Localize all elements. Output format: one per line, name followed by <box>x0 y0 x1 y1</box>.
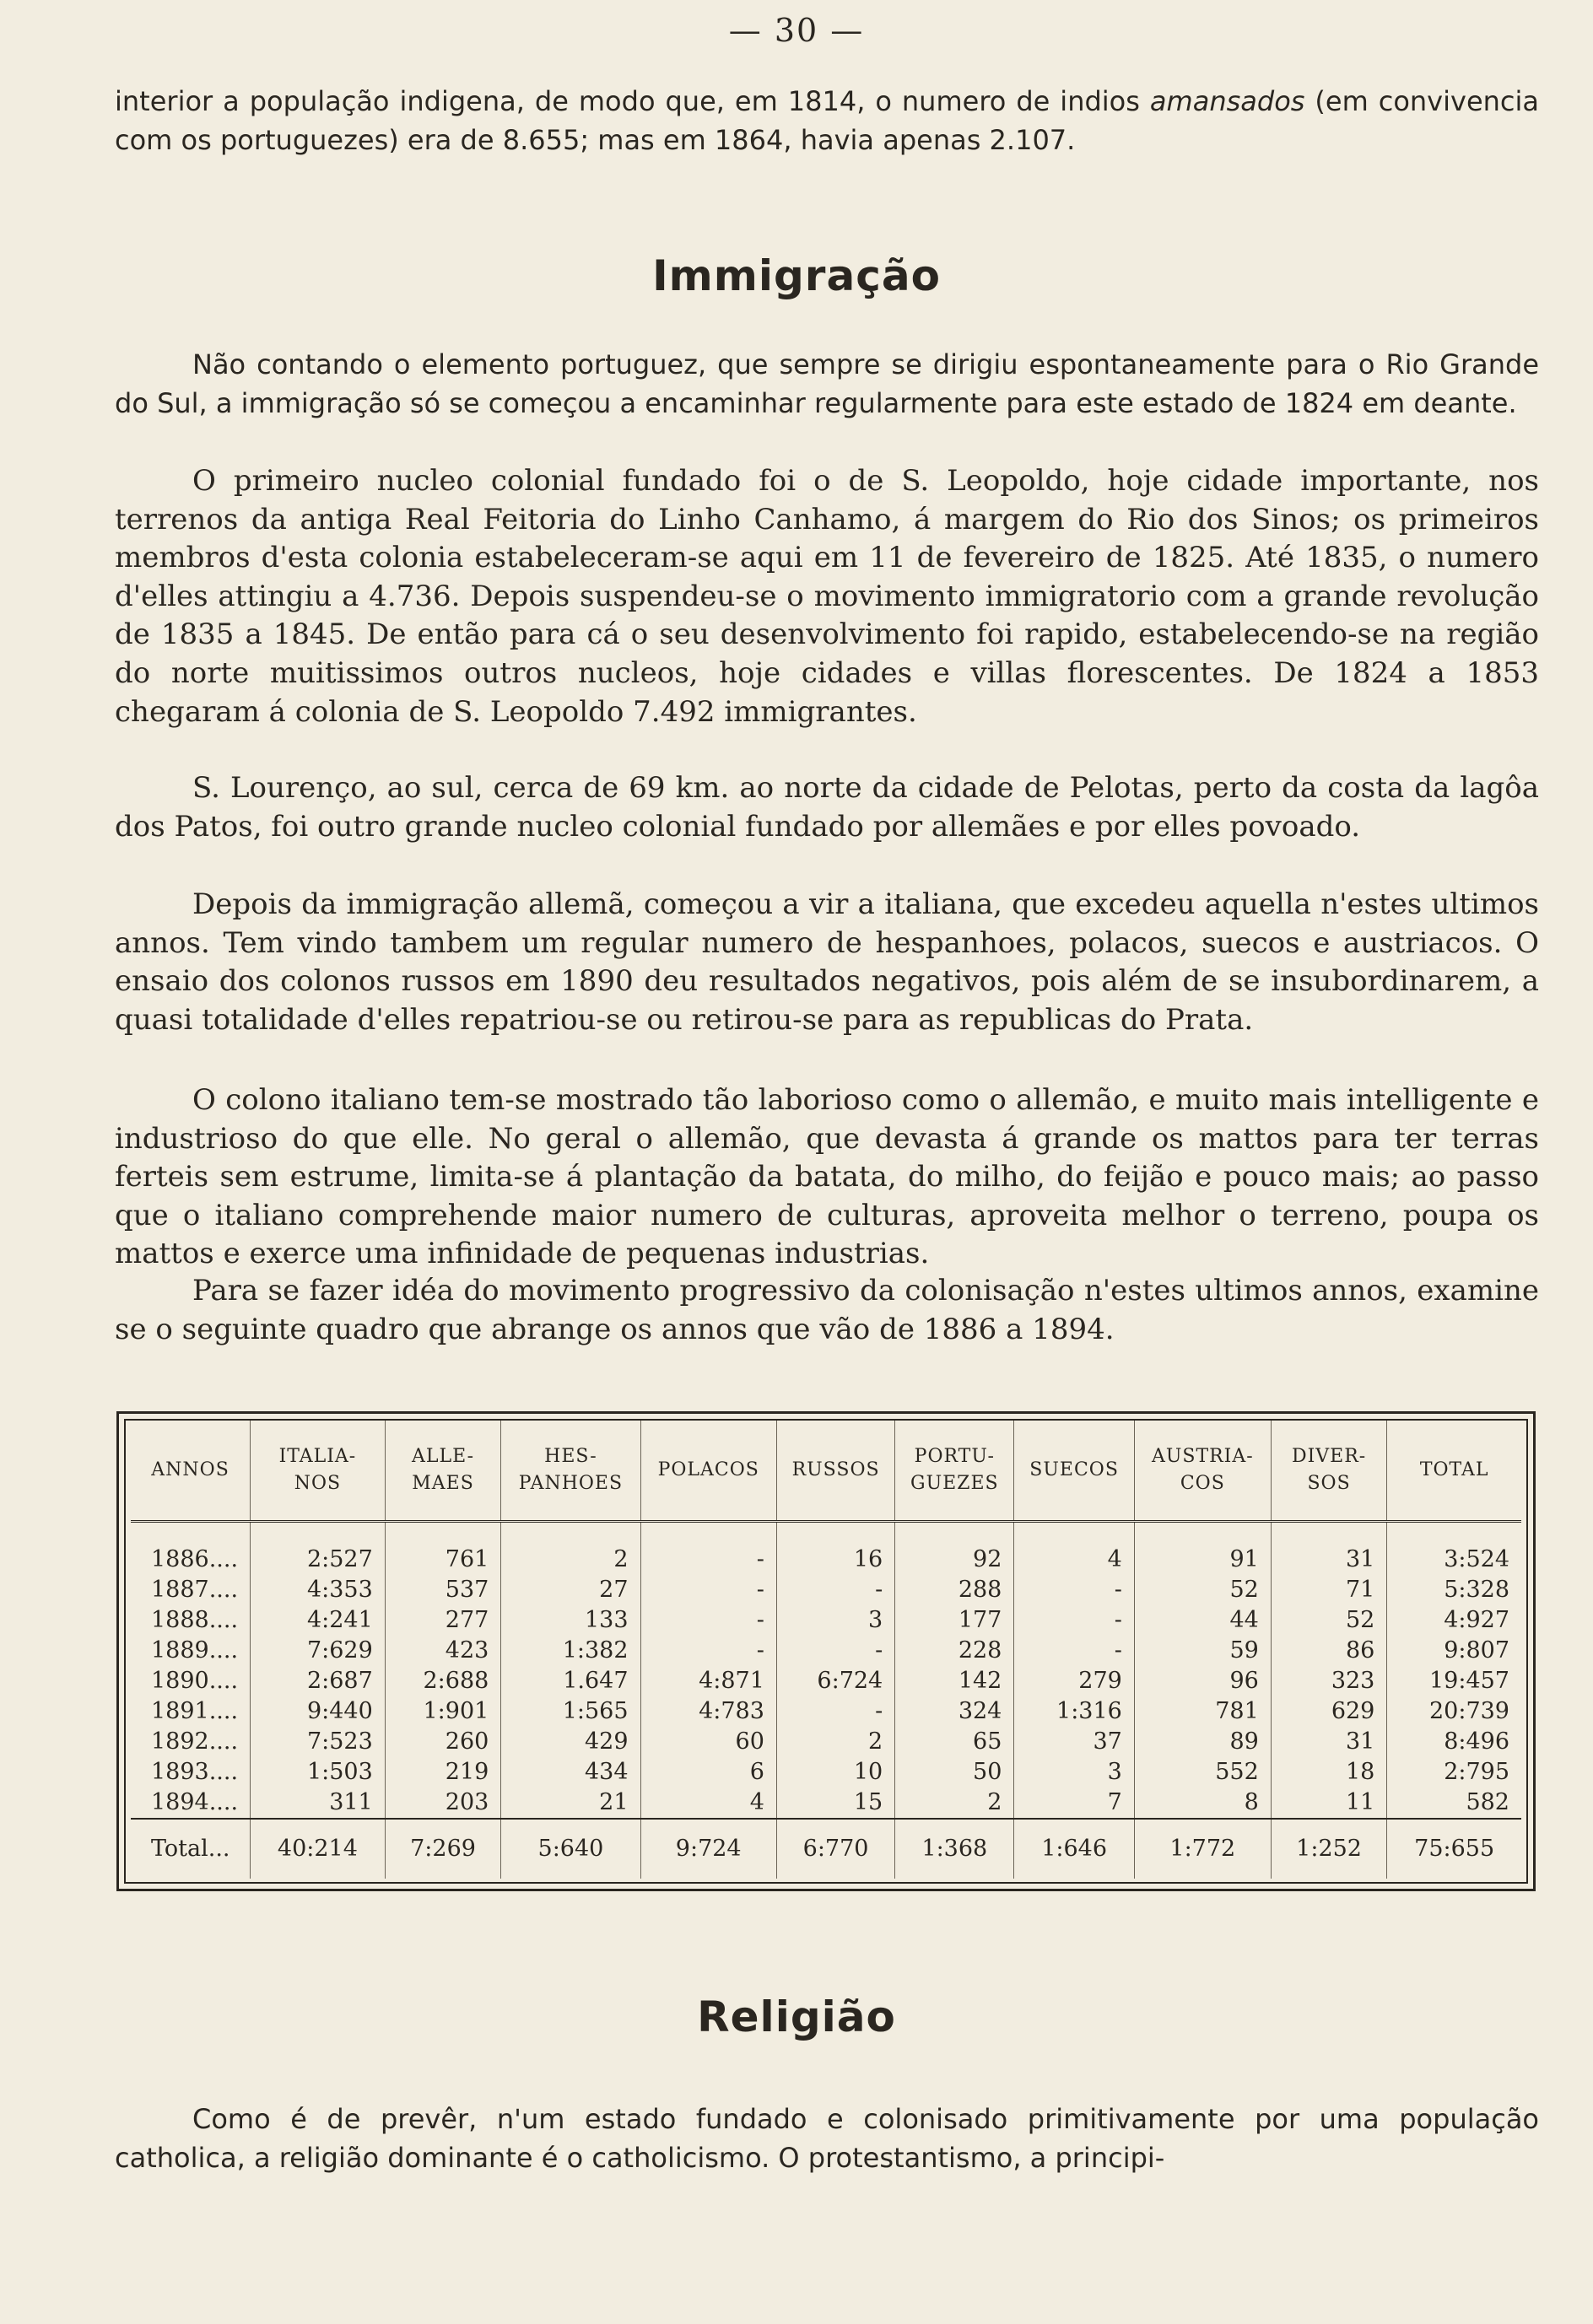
religion-paragraph: Como é de prevêr, n'um estado fundado e colonisado primitivamente por uma população catholica, a religião dominante é o catholicismo. O protestantismo, a principi- <box>115 2103 1539 2174</box>
total-label: Total... <box>131 1819 251 1879</box>
table-cell: 44 <box>1134 1605 1271 1636</box>
table-cell: 3:524 <box>1444 1546 1509 1572</box>
header-portuguezes: PORTU- GUEZES <box>895 1421 1014 1522</box>
table-cell: 288 <box>895 1575 1014 1605</box>
table-cell: 37 <box>1014 1727 1134 1757</box>
table-cell: 2 <box>501 1522 640 1576</box>
table-cell: 4:927 <box>1444 1607 1509 1633</box>
header-austriacos: AUSTRIA- COS <box>1134 1421 1271 1522</box>
table-cell: 2 <box>895 1787 1014 1819</box>
header-annos: ANNOS <box>131 1421 251 1522</box>
table-total-row <box>131 1819 1521 1879</box>
table-cell: 9:807 <box>1444 1637 1509 1663</box>
table-cell: 279 <box>1014 1666 1134 1696</box>
table-cell: 277 <box>385 1605 501 1636</box>
table-cell: 324 <box>895 1696 1014 1727</box>
table-cell: 3 <box>1014 1757 1134 1787</box>
table-cell: 429 <box>501 1727 640 1757</box>
table-cell: 142 <box>895 1666 1014 1696</box>
table-cell: 20:739 <box>1429 1698 1509 1724</box>
table-cell: 1:565 <box>501 1696 640 1727</box>
table-cell: 133 <box>501 1605 640 1636</box>
table-cell: 65 <box>895 1727 1014 1757</box>
table-cell: - <box>1014 1575 1134 1605</box>
total-cell: 6:770 <box>776 1819 894 1879</box>
table-cell: 59 <box>1134 1636 1271 1666</box>
table-cell: 537 <box>385 1575 501 1605</box>
table-cell: 16 <box>776 1522 894 1576</box>
table-cell: - <box>640 1575 776 1605</box>
table-cell-year: 1894.... <box>131 1787 251 1819</box>
header-allemaes: ALLE- MAES <box>385 1421 501 1522</box>
header-diversos: DIVER- SOS <box>1271 1421 1387 1522</box>
total-cell: 5:640 <box>501 1819 640 1879</box>
table-cell-year: 1888.... <box>131 1605 251 1636</box>
table-cell: - <box>1014 1605 1134 1636</box>
immigration-title: Immigração <box>652 251 941 300</box>
table-cell: 1.647 <box>501 1666 640 1696</box>
table-cell: 6:724 <box>776 1666 894 1696</box>
table-row <box>131 1636 1521 1666</box>
header-total: TOTAL <box>1387 1421 1521 1522</box>
table-cell-year: 1889.... <box>131 1636 251 1666</box>
table-cell: 52 <box>1134 1575 1271 1605</box>
table-cell: 1:901 <box>385 1696 501 1727</box>
table-cell: 4:241 <box>251 1605 386 1636</box>
table-cell: 781 <box>1134 1696 1271 1727</box>
table-cell: 629 <box>1271 1696 1387 1727</box>
page-number: — 30 — <box>728 12 865 49</box>
table-cell-year: 1892.... <box>131 1727 251 1757</box>
table-header-row <box>131 1421 1521 1522</box>
table-cell: 60 <box>640 1727 776 1757</box>
immigration-paragraph-6: Para se fazer idéa do movimento progressivo da colonisação n'estes ultimos annos, examine se o seguinte quadro que abrange os annos que vão de 1886 a 1894. <box>115 1274 1539 1346</box>
table-cell: - <box>640 1522 776 1576</box>
table-cell: 4 <box>640 1787 776 1819</box>
total-cell: 40:214 <box>251 1819 386 1879</box>
header-suecos: SUECOS <box>1014 1421 1134 1522</box>
table-row <box>131 1727 1521 1757</box>
immigration-table <box>131 1421 1521 1879</box>
table-row <box>131 1605 1521 1636</box>
table-cell: 15 <box>776 1787 894 1819</box>
table-row <box>131 1696 1521 1727</box>
table-cell: - <box>640 1605 776 1636</box>
table-body <box>131 1522 1521 1879</box>
table-cell: 228 <box>895 1636 1014 1666</box>
religion-title: Religião <box>697 1992 896 2041</box>
immigration-table-frame <box>116 1411 1536 1891</box>
table-cell: 1:503 <box>251 1757 386 1787</box>
table-cell: 52 <box>1271 1605 1387 1636</box>
table-cell: 8 <box>1134 1787 1271 1819</box>
immigration-paragraph-5: O colono italiano tem-se mostrado tão laborioso como o allemão, e muito mais intelligente e industrioso do que elle. No geral o allemão, que devasta á grande os mattos para ter terras ferteis sem estrume, limita-se á plantação da batata, do milho, do feijão e pouco mais; ao passo que o italiano comprehende maior numero de culturas, aproveita melhor o terreno, poupa os mattos e exerce uma infinidade de pequenas industrias. <box>115 1083 1539 1271</box>
table-row <box>131 1575 1521 1605</box>
table-cell: 92 <box>895 1522 1014 1576</box>
table-cell: - <box>776 1696 894 1727</box>
table-cell: 86 <box>1271 1636 1387 1666</box>
table-cell: 11 <box>1271 1787 1387 1819</box>
total-cell: 75:655 <box>1387 1819 1521 1879</box>
table-cell-year: 1891.... <box>131 1696 251 1727</box>
table-row <box>131 1666 1521 1696</box>
table-cell: 31 <box>1271 1727 1387 1757</box>
table-cell: 2:527 <box>251 1522 386 1576</box>
table-cell: 219 <box>385 1757 501 1787</box>
table-cell: - <box>776 1575 894 1605</box>
intro-text-italic: amansados <box>1149 85 1305 117</box>
table-cell: 582 <box>1466 1789 1509 1815</box>
table-cell: 8:496 <box>1444 1728 1509 1755</box>
table-cell: 7 <box>1014 1787 1134 1819</box>
table-cell: 2:795 <box>1444 1759 1509 1785</box>
table-cell: 1:316 <box>1014 1696 1134 1727</box>
immigration-table-inner <box>124 1419 1528 1884</box>
table-cell: 50 <box>895 1757 1014 1787</box>
table-cell: 552 <box>1134 1757 1271 1787</box>
table-cell: 260 <box>385 1727 501 1757</box>
table-cell: 2 <box>776 1727 894 1757</box>
header-polacos: POLACOS <box>640 1421 776 1522</box>
table-cell: 10 <box>776 1757 894 1787</box>
table-cell: 203 <box>385 1787 501 1819</box>
table-cell: 7:523 <box>251 1727 386 1757</box>
total-cell: 7:269 <box>385 1819 501 1879</box>
table-cell: 2:687 <box>251 1666 386 1696</box>
table-cell: 3 <box>776 1605 894 1636</box>
table-cell-year: 1886.... <box>131 1522 251 1576</box>
table-cell: 89 <box>1134 1727 1271 1757</box>
table-cell: 18 <box>1271 1757 1387 1787</box>
table-cell-year: 1890.... <box>131 1666 251 1696</box>
table-row <box>131 1757 1521 1787</box>
table-cell: 4:783 <box>640 1696 776 1727</box>
immigration-paragraph-3: S. Lourenço, ao sul, cerca de 69 km. ao norte da cidade de Pelotas, perto da costa da lagôa dos Patos, foi outro grande nucleo colonial fundado por allemães e por elles povoado. <box>115 771 1539 844</box>
immigration-paragraph-1: Não contando o elemento portuguez, que sempre se dirigiu espontaneamente para o Rio Grande do Sul, a immigração só se começou a encaminhar regularmente para este estado de 1824 em deante. <box>115 348 1539 419</box>
table-cell: 1:382 <box>501 1636 640 1666</box>
table-cell: 177 <box>895 1605 1014 1636</box>
table-cell: 323 <box>1271 1666 1387 1696</box>
intro-text-end: (em convivencia com os portuguezes) era de 8.655; mas em 1864, havia apenas 2.107. <box>115 85 1540 156</box>
intro-paragraph <box>115 83 1539 159</box>
table-cell: 31 <box>1271 1522 1387 1576</box>
table-cell: 4:353 <box>251 1575 386 1605</box>
table-cell: 7:629 <box>251 1636 386 1666</box>
total-cell: 1:772 <box>1134 1819 1271 1879</box>
table-cell: 27 <box>501 1575 640 1605</box>
table-cell: 311 <box>251 1787 386 1819</box>
immigration-paragraph-2: O primeiro nucleo colonial fundado foi o de S. Leopoldo, hoje cidade importante, nos terrenos da antiga Real Feitoria do Linho Canhamo, á margem do Rio dos Sinos; os primeiros membros d'esta colonia estabeleceram-se aqui em 11 de fevereiro de 1825. Até 1835, o numero d'elles attingiu a 4.736. Depois suspendeu-se o movimento immigratorio com a grande revolução de 1835 a 1845. De então para cá o seu desenvolvimento foi rapido, estabelecendo-se na região do norte muitissimos outros nucleos, hoje cidades e villas florescentes. De 1824 a 1853 chegaram á colonia de S. Leopoldo 7.492 immigrantes. <box>115 464 1539 729</box>
total-cell: 1:646 <box>1014 1819 1134 1879</box>
table-cell: 434 <box>501 1757 640 1787</box>
table-cell: 9:440 <box>251 1696 386 1727</box>
table-cell-year: 1893.... <box>131 1757 251 1787</box>
table-cell: 71 <box>1271 1575 1387 1605</box>
total-cell: 9:724 <box>640 1819 776 1879</box>
table-row <box>131 1787 1521 1819</box>
table-cell: 6 <box>640 1757 776 1787</box>
header-hespanhoes: HES- PANHOES <box>501 1421 640 1522</box>
table-cell: 4 <box>1014 1522 1134 1576</box>
immigration-paragraph-4: Depois da immigração allemã, começou a vir a italiana, que excedeu aquella n'estes ultimos annos. Tem vindo tambem um regular numero de hespanhoes, polacos, suecos e austriacos. O ensaio dos colonos russos em 1890 deu resultados negativos, pois além de se insubordinarem, a quasi totalidade d'elles repatriou-se ou retirou-se para as republicas do Prata. <box>115 887 1539 1037</box>
table-cell-year: 1887.... <box>131 1575 251 1605</box>
intro-text-start: interior a população indigena, de modo que, em 1814, o numero de indios <box>115 85 1150 117</box>
table-cell: 4:871 <box>640 1666 776 1696</box>
table-cell: 96 <box>1134 1666 1271 1696</box>
header-russos: RUSSOS <box>776 1421 894 1522</box>
table-cell: 19:457 <box>1429 1668 1509 1694</box>
table-cell: - <box>640 1636 776 1666</box>
header-italianos: ITALIA- NOS <box>251 1421 386 1522</box>
table-cell: 423 <box>385 1636 501 1666</box>
table-cell: 761 <box>385 1522 501 1576</box>
table-cell: 21 <box>501 1787 640 1819</box>
total-cell: 1:368 <box>895 1819 1014 1879</box>
table-cell: - <box>1014 1636 1134 1666</box>
table-cell: 5:328 <box>1444 1577 1509 1603</box>
table-cell: - <box>776 1636 894 1666</box>
total-cell: 1:252 <box>1271 1819 1387 1879</box>
table-cell: 2:688 <box>385 1666 501 1696</box>
table-row <box>131 1522 1521 1576</box>
table-cell: 91 <box>1134 1522 1271 1576</box>
